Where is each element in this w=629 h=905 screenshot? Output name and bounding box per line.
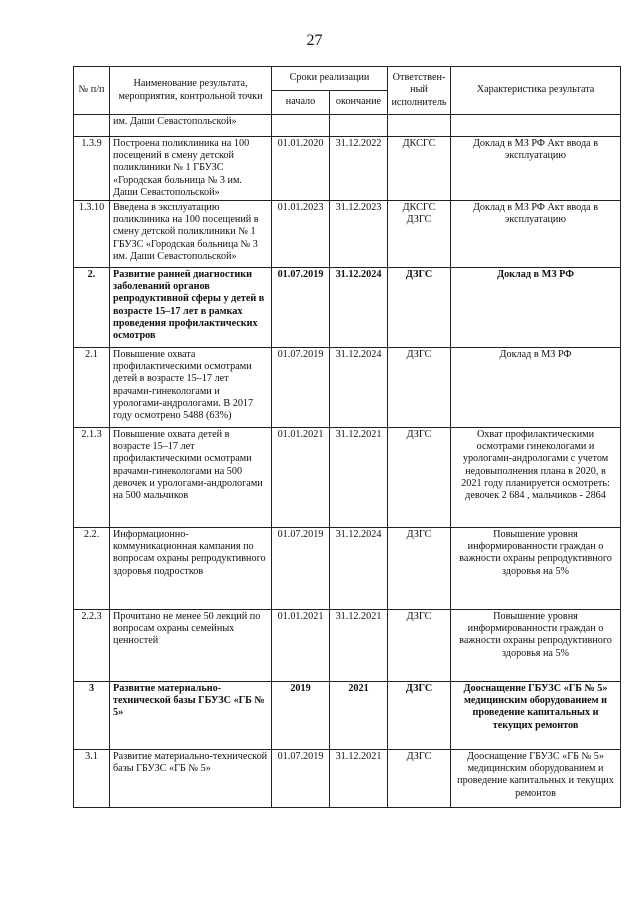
header-name: Наименование результата, мероприятия, контрольной точки [110,67,272,115]
row-number: 2.2. [74,528,110,610]
row-responsible: ДЗГС [388,428,451,528]
header-responsible: Ответствен-ный исполнитель [388,67,451,115]
table-row [74,201,621,268]
row-end-date: 31.12.2023 [330,201,388,268]
row-end-date: 31.12.2021 [330,428,388,528]
row-start-date: 01.01.2021 [272,428,330,528]
row-number: 1.3.10 [74,201,110,268]
row-start-date [272,115,330,137]
row-number: 1.3.9 [74,137,110,201]
row-name: Развитие ранней диагностики заболеваний органов репродуктивной сферы у детей в возрасте 15–17 лет в рамках проведения профилактических осмотров [110,268,272,348]
row-end-date: 31.12.2022 [330,137,388,201]
row-end-date: 31.12.2021 [330,750,388,808]
row-number [74,115,110,137]
row-name: им. Даши Севастопольской» [110,115,272,137]
table-row [74,268,621,348]
row-result: Доклад в МЗ РФ [451,268,621,348]
row-responsible: ДЗГС [388,348,451,428]
row-number: 2.1.3 [74,428,110,528]
row-result: Дооснащение ГБУЗС «ГБ № 5» медицинским оборудованием и проведение капитальных и текущих ремонтов [451,750,621,808]
table-row [74,528,621,610]
row-name: Развитие материально-технической базы ГБУЗС «ГБ № 5» [110,750,272,808]
row-responsible [388,115,451,137]
row-end-date: 31.12.2024 [330,268,388,348]
row-result [451,115,621,137]
row-responsible: ДЗГС [388,268,451,348]
header-num: № п/п [74,67,110,115]
table-row [74,115,621,137]
row-responsible: ДКСГС [388,137,451,201]
row-end-date: 2021 [330,682,388,750]
row-name: Информационно-коммуникационная кампания по вопросам охраны репродуктивного здоровья подростков [110,528,272,610]
row-start-date: 01.07.2019 [272,268,330,348]
row-end-date: 31.12.2021 [330,610,388,682]
row-name: Прочитано не менее 50 лекций по вопросам охраны семейных ценностей [110,610,272,682]
row-number: 2.2.3 [74,610,110,682]
row-responsible: ДКСГС ДЗГС [388,201,451,268]
header-result: Характеристика результата [451,67,621,115]
row-number: 2.1 [74,348,110,428]
row-start-date: 01.01.2023 [272,201,330,268]
plan-table [73,66,621,808]
table-row [74,137,621,201]
row-name: Построена поликлиника на 100 посещений в смену детской поликлиники № 1 ГБУЗС «Городская больница № 3 им. Даши Севастопольской» [110,137,272,201]
row-result: Охват профилактическими осмотрами гинекологами и урологами-андрологами с учетом недовыполнения плана в 2020, в 2021 году планируется осмотреть: девочек 2 684 , мальчиков - 2864 [451,428,621,528]
table-row [74,348,621,428]
header-end: окончание [330,91,388,115]
row-responsible: ДЗГС [388,682,451,750]
header-terms: Сроки реализации [272,67,388,91]
row-name: Повышение охвата профилактическими осмотрами детей в возрасте 15–17 лет врачами-гинекологами и урологами-андрологами. В 2017 году осмотрено 5488 (63%) [110,348,272,428]
row-number: 3 [74,682,110,750]
row-start-date: 01.01.2021 [272,610,330,682]
row-start-date: 2019 [272,682,330,750]
row-number: 2. [74,268,110,348]
table-row [74,428,621,528]
row-responsible: ДЗГС [388,750,451,808]
row-number: 3.1 [74,750,110,808]
table-row [74,750,621,808]
row-result: Доклад в МЗ РФ Акт ввода в эксплуатацию [451,201,621,268]
row-responsible: ДЗГС [388,610,451,682]
row-start-date: 01.07.2019 [272,348,330,428]
row-name: Введена в эксплуатацию поликлиника на 100 посещений в смену детской поликлиники № 1 ГБУЗС «Городская больница № 3 им. Даши Севастопольской» [110,201,272,268]
plan-table-body [74,115,621,808]
header-start: начало [272,91,330,115]
row-end-date: 31.12.2024 [330,528,388,610]
row-start-date: 01.07.2019 [272,528,330,610]
table-row [74,682,621,750]
row-name: Повышение охвата детей в возрасте 15–17 лет профилактическими осмотрами врачами-гинекологами на 500 девочек и урологами-андрологами на 500 мальчиков [110,428,272,528]
row-result: Доклад в МЗ РФ [451,348,621,428]
row-start-date: 01.07.2019 [272,750,330,808]
row-responsible: ДЗГС [388,528,451,610]
row-end-date [330,115,388,137]
row-end-date: 31.12.2024 [330,348,388,428]
row-name: Развитие материально-технической базы ГБУЗС «ГБ № 5» [110,682,272,750]
row-result: Повышение уровня информированности граждан о важности охраны репродуктивного здоровья на 5% [451,528,621,610]
table-row [74,610,621,682]
row-result: Доклад в МЗ РФ Акт ввода в эксплуатацию [451,137,621,201]
row-start-date: 01.01.2020 [272,137,330,201]
row-result: Повышение уровня информированности граждан о важности охраны репродуктивного здоровья на 5% [451,610,621,682]
page-number: 27 [306,32,323,49]
row-result: Дооснащение ГБУЗС «ГБ № 5» медицинским оборудованием и проведение капитальных и текущих ремонтов [451,682,621,750]
